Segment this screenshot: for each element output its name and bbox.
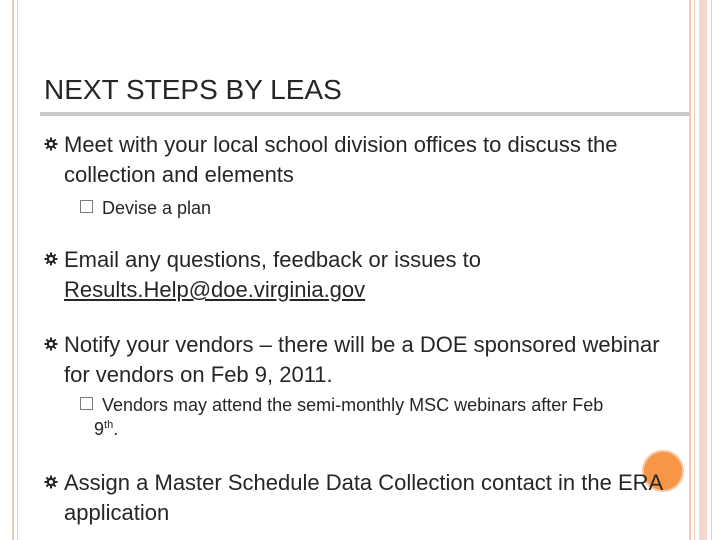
frame-line-right-1 [689, 0, 691, 540]
frame-line-right-4 [711, 0, 712, 540]
sub-item-devise-plan [80, 197, 211, 219]
email-text: Email any questions, feedback or issues to [64, 247, 482, 272]
frame-line-left-outer [12, 0, 14, 540]
sub-item-label: Devise a plan [102, 198, 212, 218]
bullet-text-assign: Assign a Master Schedule Data Collection contact in the ERA application [64, 470, 662, 525]
sub-item-label: Vendors may attend the semi-monthly MSC webinars after Feb [102, 395, 604, 415]
title-underline [40, 112, 690, 116]
sub-item-period: . [113, 419, 119, 439]
gear-bullet-icon [44, 137, 58, 151]
frame-line-right-2 [694, 0, 695, 540]
checkbox-bullet-icon [80, 397, 93, 410]
email-link[interactable]: Results.Help@doe.virginia.gov [64, 277, 366, 302]
bullet-text-email [64, 245, 684, 305]
sub-item-sup: th [104, 419, 114, 431]
gear-bullet-icon [44, 252, 58, 266]
frame-band-right [699, 0, 707, 540]
frame-line-left-inner [17, 0, 18, 540]
bullet-text-meet: Meet with your local school division offices to discuss the collection and elements [64, 132, 618, 187]
gear-bullet-icon [44, 475, 58, 489]
sub-item-date: 9 [94, 419, 105, 439]
bullet-text-notify: Notify your vendors – there will be a DOE sponsored webinar for vendors on Feb 9, 2011. [64, 332, 660, 387]
gear-bullet-icon [44, 337, 58, 351]
sub-item-vendors [80, 393, 680, 441]
slide-title: NEXT STEPS BY LEAS [44, 74, 342, 105]
checkbox-bullet-icon [80, 200, 93, 213]
